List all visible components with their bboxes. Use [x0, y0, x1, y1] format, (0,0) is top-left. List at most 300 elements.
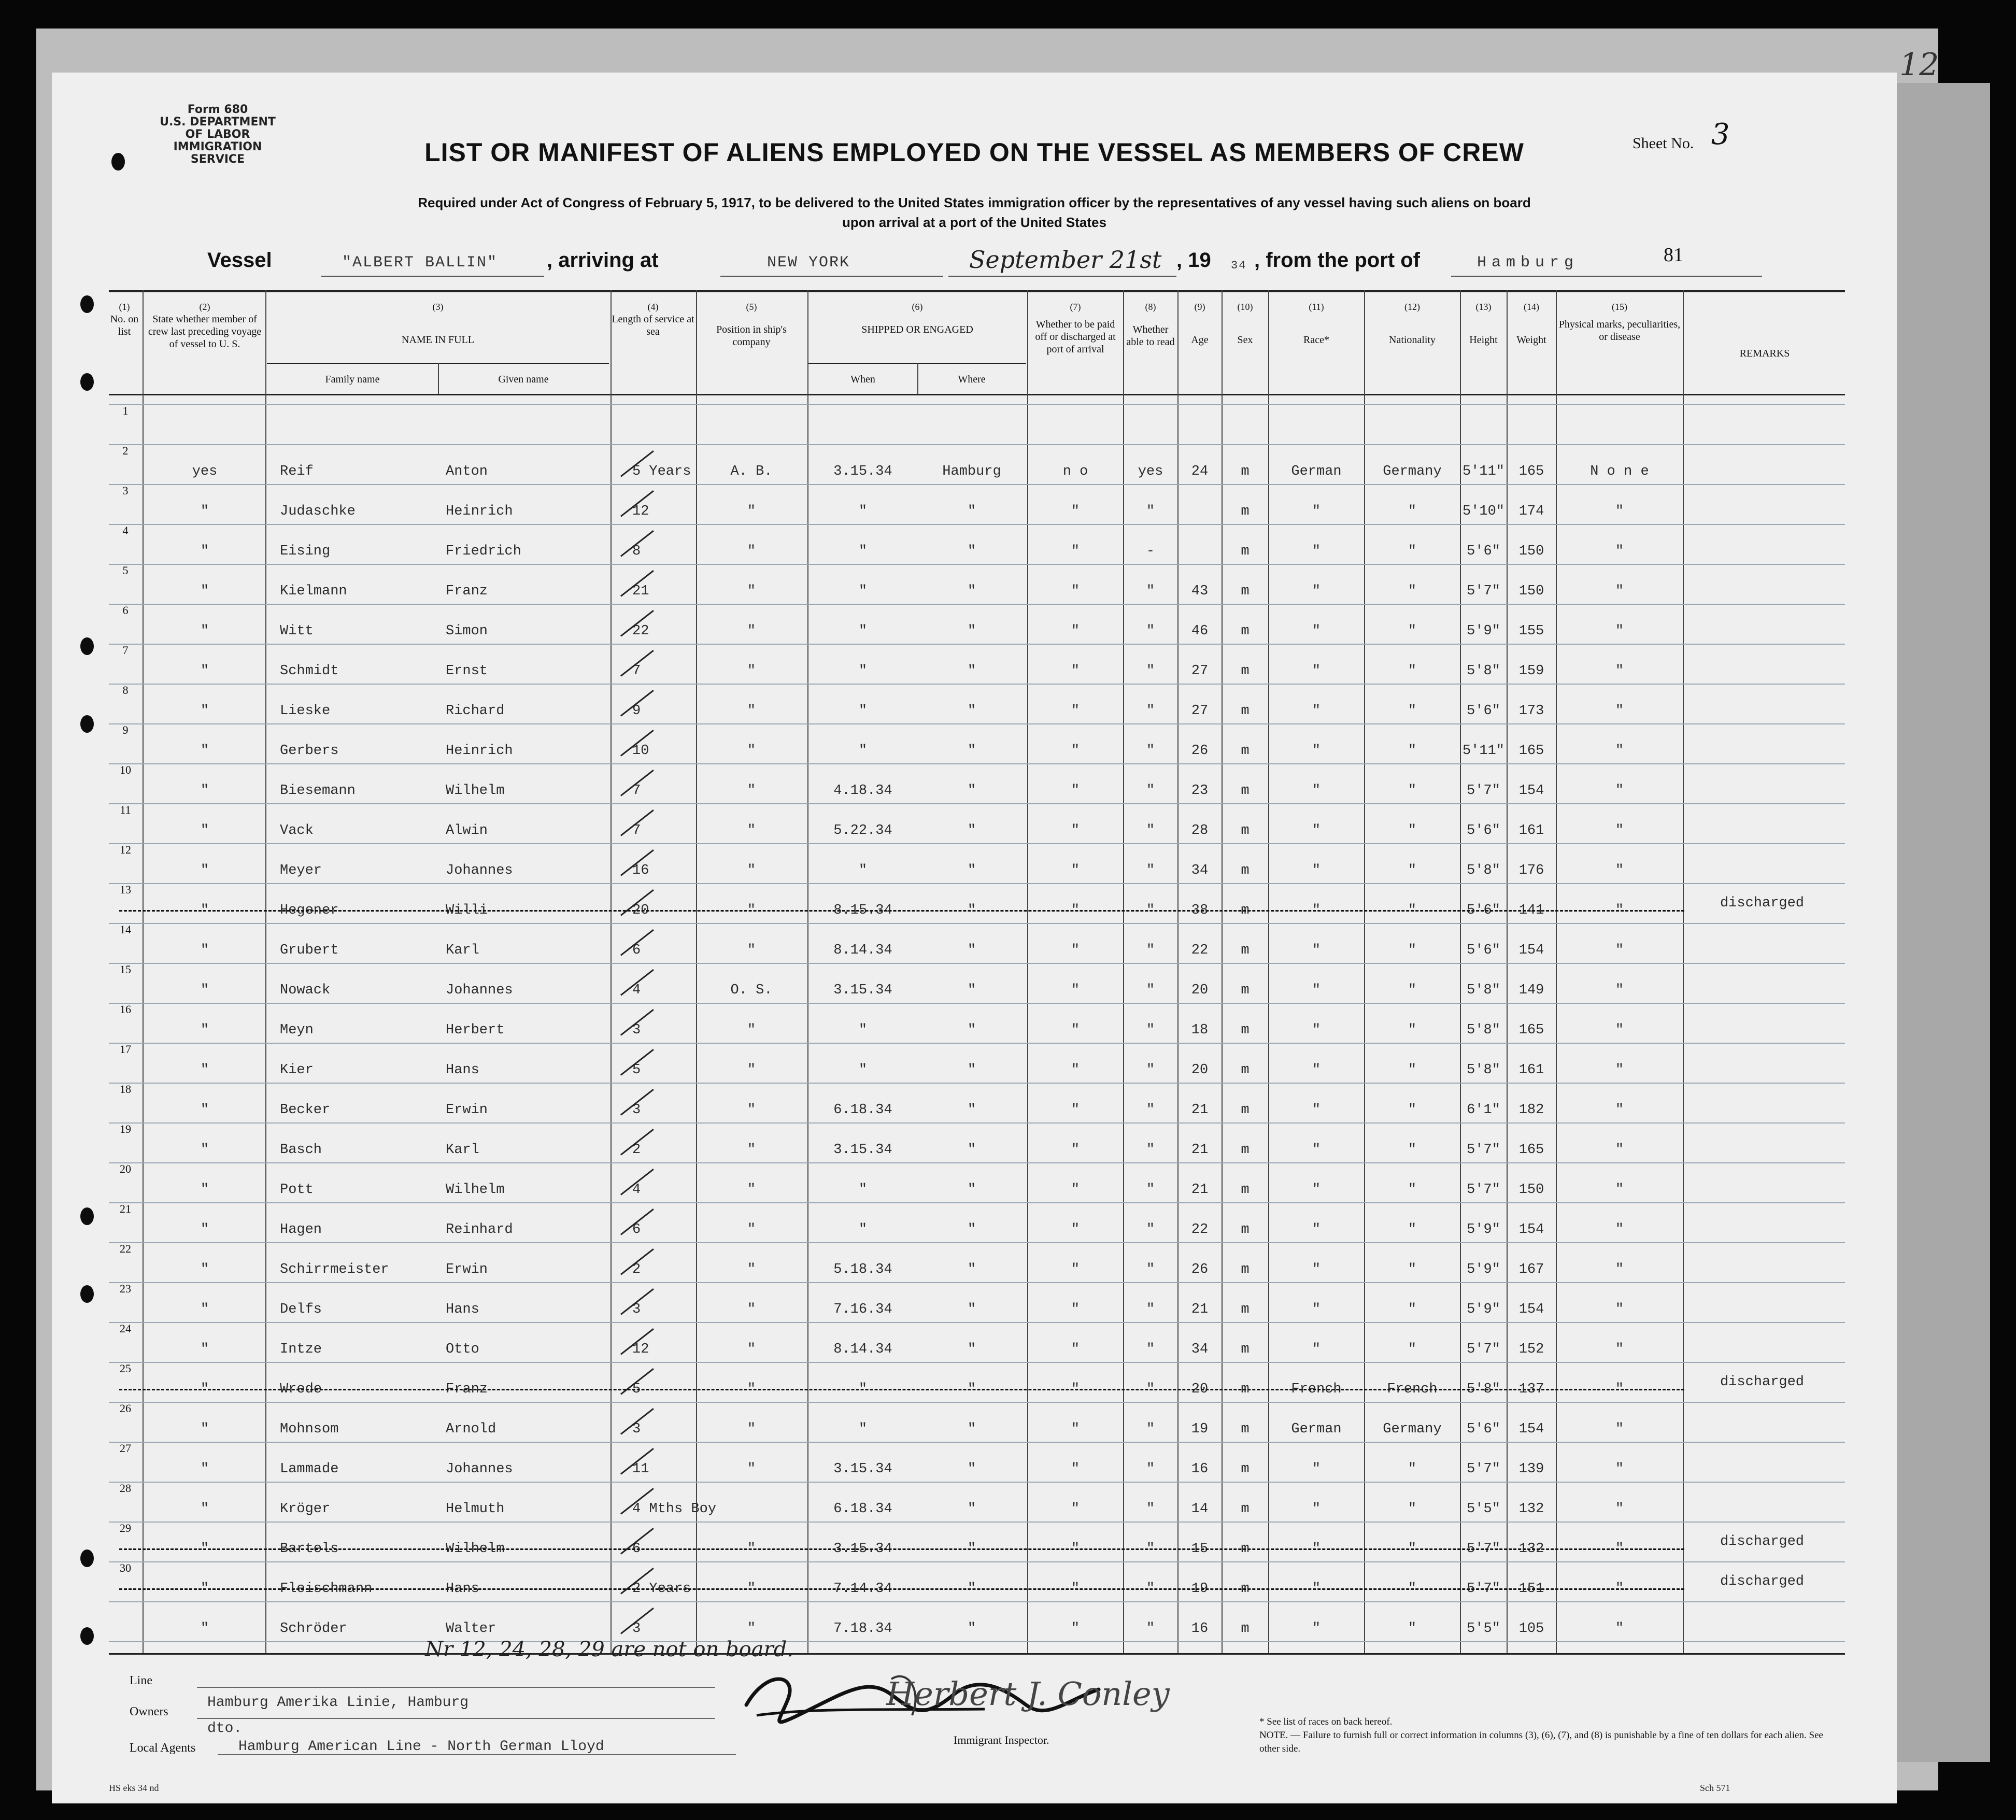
cell-when: 7.14.34: [833, 1581, 892, 1597]
cell-weight: 161: [1518, 823, 1544, 838]
fine-note: NOTE. — Failure to furnish full or correct information in columns (3), (6), (7), and (8) is punishable by a fine of ten dollars for each alien. See other side.: [1259, 1730, 1823, 1754]
header-col-8: [1125, 301, 1176, 348]
cell-remarks: discharged: [1720, 1574, 1805, 1589]
cell-age: 28: [1191, 823, 1209, 838]
cell-weight: 149: [1518, 983, 1544, 998]
cell-prev: ": [200, 1302, 209, 1317]
cell-service: 7: [632, 663, 641, 679]
cell-read: ": [1146, 983, 1155, 998]
cell-nat: ": [1408, 1302, 1417, 1317]
year-suffix: 34: [1231, 259, 1247, 272]
header-col-14-num: (14): [1524, 302, 1539, 312]
cell-read: ": [1146, 584, 1155, 599]
cell-marks: ": [1615, 1342, 1624, 1357]
vessel-line: [207, 246, 1814, 280]
cell-family: Basch: [280, 1142, 322, 1158]
cell-prev: ": [200, 1421, 209, 1437]
row-rule: [109, 843, 1845, 844]
cell-weight: 152: [1518, 1342, 1544, 1357]
cell-remarks: discharged: [1720, 1534, 1805, 1549]
punch-hole: [80, 373, 94, 391]
cell-marks: ": [1615, 823, 1624, 838]
cell-service: 2: [632, 1262, 641, 1277]
cell-marks: ": [1615, 1262, 1624, 1277]
cell-sex: m: [1241, 1022, 1250, 1038]
cell-marks: ": [1615, 1581, 1624, 1597]
cell-sex: m: [1241, 504, 1250, 519]
cell-family: Delfs: [280, 1302, 322, 1317]
cell-age: 21: [1191, 1142, 1209, 1158]
race-note: * See list of races on back hereof.: [1259, 1716, 1393, 1727]
cell-where: ": [967, 1581, 976, 1597]
cell-nat: ": [1408, 783, 1417, 799]
manifest-sheet: [52, 73, 1897, 1803]
cell-given: Herbert: [446, 1022, 505, 1038]
cell-where: ": [967, 1022, 976, 1038]
cell-prev: ": [200, 663, 209, 679]
cell-service: 4: [632, 1182, 641, 1198]
cell-sex: m: [1241, 1302, 1250, 1317]
cell-paid: ": [1071, 623, 1080, 639]
cell-when: ": [858, 863, 868, 878]
column-rule: [265, 290, 266, 1653]
cell-nat: ": [1408, 1621, 1417, 1637]
form-id-line: Form 680: [187, 103, 248, 116]
row-number: 28: [120, 1482, 131, 1495]
cell-service: 21: [632, 584, 649, 599]
cell-position: ": [747, 1142, 756, 1158]
cell-race: French: [1291, 1382, 1342, 1397]
row-rule: [109, 1601, 1845, 1602]
cell-marks: ": [1615, 863, 1624, 878]
cell-nat: ": [1408, 1342, 1417, 1357]
cell-race: ": [1312, 983, 1321, 998]
cell-prev: ": [200, 1342, 209, 1357]
header-col-15-text: Physical marks, peculiarities, or disease: [1558, 319, 1681, 343]
cell-given: Richard: [446, 703, 505, 719]
cell-race: ": [1312, 1222, 1321, 1238]
cell-marks: ": [1615, 983, 1624, 998]
row-rule: [109, 684, 1845, 685]
cell-weight: 150: [1518, 1182, 1544, 1198]
header-col-5: [697, 301, 806, 348]
strike-through: [119, 1588, 1684, 1590]
cell-age: 22: [1191, 1222, 1209, 1238]
cell-sex: m: [1241, 1421, 1250, 1437]
cell-given: Franz: [446, 1382, 488, 1397]
cell-when: ": [858, 1421, 868, 1437]
cell-weight: 105: [1518, 1621, 1544, 1637]
cell-service: 11: [632, 1461, 649, 1477]
cell-where: ": [967, 1102, 976, 1118]
cell-height: 5'8": [1467, 1022, 1500, 1038]
cell-nat: ": [1408, 1262, 1417, 1277]
cell-nat: ": [1408, 703, 1417, 719]
cell-family: Lieske: [280, 703, 331, 719]
cell-race: ": [1312, 783, 1321, 799]
header-col-2-text: State whether member of crew last preceding voyage of vessel to U. S.: [148, 314, 262, 350]
cell-position: ": [747, 1022, 756, 1038]
arriving-label: , arriving at: [547, 249, 659, 272]
cell-nat: ": [1408, 743, 1417, 759]
cell-height: 6'1": [1467, 1102, 1500, 1118]
cell-given: Erwin: [446, 1102, 488, 1118]
cell-prev: ": [200, 783, 209, 799]
cell-race: German: [1291, 1421, 1342, 1437]
cell-service: 3: [632, 1022, 641, 1038]
cell-prev: ": [200, 623, 209, 639]
cell-paid: ": [1071, 783, 1080, 799]
cell-weight: 137: [1518, 1382, 1544, 1397]
header-col-12-num: (12): [1404, 302, 1420, 312]
cell-where: ": [967, 663, 976, 679]
cell-height: 5'5": [1467, 1501, 1500, 1517]
row-rule: [109, 923, 1845, 924]
arrival-port-underline: [720, 276, 943, 277]
cell-height: 5'8": [1467, 863, 1500, 878]
cell-position: ": [747, 823, 756, 838]
cell-sex: m: [1241, 1541, 1250, 1557]
cell-age: 34: [1191, 1342, 1209, 1357]
header-col-8-num: (8): [1145, 302, 1156, 312]
header-col-9-num: (9): [1194, 302, 1205, 312]
cell-height: 5'7": [1467, 584, 1500, 599]
cell-prev: ": [200, 1581, 209, 1597]
cell-read: ": [1146, 1302, 1155, 1317]
cell-given: Wilhelm: [446, 1182, 505, 1198]
punch-hole: [80, 295, 94, 313]
cell-race: ": [1312, 544, 1321, 559]
sheet-count: 81: [1664, 244, 1683, 266]
cell-family: Nowack: [280, 983, 331, 998]
cell-where: ": [967, 903, 976, 918]
cell-marks: ": [1615, 1501, 1624, 1517]
cell-race: ": [1312, 1581, 1321, 1597]
line-label: Line: [130, 1674, 152, 1687]
cell-when: ": [858, 1382, 868, 1397]
cell-given: Friedrich: [446, 544, 521, 559]
cell-marks: ": [1615, 1421, 1624, 1437]
cell-given: Walter: [446, 1621, 496, 1637]
cell-service: 22: [632, 623, 649, 639]
cell-when: ": [858, 1182, 868, 1198]
row-rule: [109, 564, 1845, 565]
cell-position: ": [747, 1382, 756, 1397]
cell-nat: ": [1408, 1581, 1417, 1597]
cell-marks: ": [1615, 1182, 1624, 1198]
cell-paid: n o: [1062, 464, 1088, 479]
subtitle-line-1: Required under Act of Congress of February 5, 1917, to be delivered to the United States immigration officer by the representatives of any vessel having such aliens on board: [418, 195, 1531, 210]
row-number: 6: [122, 604, 129, 617]
cell-height: 5'8": [1467, 663, 1500, 679]
cell-race: ": [1312, 584, 1321, 599]
cell-height: 5'6": [1467, 703, 1500, 719]
cell-read: ": [1146, 1062, 1155, 1078]
cell-family: Meyn: [280, 1022, 314, 1038]
form-id-line: IMMIGRATION SERVICE: [173, 140, 262, 166]
header-col-4: [612, 301, 694, 338]
cell-marks: ": [1615, 1222, 1624, 1238]
header-col-11-text: Race*: [1303, 334, 1329, 346]
cell-age: 14: [1191, 1501, 1209, 1517]
cell-sex: m: [1241, 663, 1250, 679]
cell-service: 5: [632, 1382, 641, 1397]
header-col-9-text: Age: [1191, 334, 1209, 346]
header-col-2: [145, 301, 264, 350]
cell-family: Hagen: [280, 1222, 322, 1238]
cell-height: 5'5": [1467, 1621, 1500, 1637]
cell-marks: ": [1615, 943, 1624, 958]
cell-race: ": [1312, 663, 1321, 679]
header-col-5-text: Position in ship's company: [716, 324, 787, 348]
header-col-5-num: (5): [746, 302, 757, 312]
handwritten-note: Nr 12, 24, 28, 29 are not on board.: [425, 1638, 793, 1661]
cell-marks: ": [1615, 504, 1624, 519]
cell-age: 26: [1191, 1262, 1209, 1277]
cell-height: 5'7": [1467, 1541, 1500, 1557]
cell-weight: 155: [1518, 623, 1544, 639]
row-number: 25: [120, 1362, 131, 1375]
cell-given: Willi: [446, 903, 488, 918]
cell-where: ": [967, 623, 976, 639]
punch-hole: [111, 153, 125, 170]
header-col-4-num: (4): [647, 302, 659, 312]
header-col-13-num: (13): [1475, 302, 1492, 312]
cell-sex: m: [1241, 823, 1250, 838]
cell-read: ": [1146, 1541, 1155, 1557]
row-number: 12: [120, 843, 131, 856]
cell-sex: m: [1241, 743, 1250, 759]
cell-height: 5'8": [1467, 1062, 1500, 1078]
cell-family: Meyer: [280, 863, 322, 878]
header-col-12: [1366, 301, 1459, 346]
header-col-7-text: Whether to be paid off or discharged at port of arrival: [1035, 319, 1116, 355]
cell-when: 8.14.34: [833, 943, 892, 958]
cell-when: ": [858, 623, 868, 639]
cell-read: ": [1146, 783, 1155, 799]
cell-given: Simon: [446, 623, 488, 639]
cell-service: 6: [632, 943, 641, 958]
cell-weight: 176: [1518, 863, 1544, 878]
cell-where: ": [967, 1182, 976, 1198]
cell-marks: ": [1615, 663, 1624, 679]
vessel-label: Vessel: [207, 249, 272, 272]
row-number: 7: [122, 644, 129, 657]
cell-read: ": [1146, 504, 1155, 519]
cell-height: 5'7": [1467, 1342, 1500, 1357]
cell-height: 5'6": [1467, 903, 1500, 918]
cell-family: Judaschke: [280, 504, 356, 519]
cell-race: ": [1312, 903, 1321, 918]
cell-weight: 165: [1518, 1022, 1544, 1038]
cell-prev: ": [200, 743, 209, 759]
cell-when: 6.18.34: [833, 1102, 892, 1118]
cell-paid: ": [1071, 663, 1080, 679]
cell-service: 12: [632, 504, 649, 519]
cell-nat: ": [1408, 584, 1417, 599]
cell-given: Karl: [446, 943, 479, 958]
header-where: Where: [958, 374, 986, 385]
row-number: 26: [120, 1402, 131, 1415]
row-number: 19: [120, 1122, 131, 1135]
cell-race: ": [1312, 743, 1321, 759]
header-col-10-text: Sex: [1237, 334, 1253, 346]
cell-family: Kielmann: [280, 584, 347, 599]
row-number: 20: [120, 1162, 131, 1175]
cell-marks: N o n e: [1590, 464, 1649, 479]
cell-sex: m: [1241, 783, 1250, 799]
cell-when: 5.18.34: [833, 1262, 892, 1277]
cell-prev: ": [200, 1142, 209, 1158]
cell-read: ": [1146, 663, 1155, 679]
cell-height: 5'10": [1462, 504, 1504, 519]
cell-when: 3.15.34: [833, 983, 892, 998]
cell-weight: 154: [1518, 783, 1544, 799]
cell-where: ": [967, 1142, 976, 1158]
cell-position: ": [747, 1102, 756, 1118]
cell-position: ": [747, 544, 756, 559]
cell-race: ": [1312, 1501, 1321, 1517]
header-col-8-text: Whether able to read: [1126, 324, 1175, 348]
arrival-port: NEW YORK: [767, 254, 850, 272]
cell-prev: ": [200, 1222, 209, 1238]
cell-position: ": [747, 1541, 756, 1557]
cell-age: 16: [1191, 1461, 1209, 1477]
cell-sex: m: [1241, 1102, 1250, 1118]
cell-nat: ": [1408, 1022, 1417, 1038]
cell-race: ": [1312, 1541, 1321, 1557]
cell-prev: ": [200, 504, 209, 519]
cell-paid: ": [1071, 1022, 1080, 1038]
cell-remarks: discharged: [1720, 1374, 1805, 1390]
cell-position: ": [747, 1302, 756, 1317]
row-number: 8: [122, 684, 129, 696]
year-prefix: , 19: [1176, 249, 1211, 272]
cell-weight: 151: [1518, 1581, 1544, 1597]
row-rule: [109, 963, 1845, 964]
row-rule: [109, 1322, 1845, 1323]
row-number: 1: [122, 404, 129, 417]
cell-service: 8: [632, 544, 641, 559]
cell-service: 4: [632, 983, 641, 998]
cell-prev: ": [200, 983, 209, 998]
row-rule: [109, 644, 1845, 645]
punch-hole: [80, 1285, 94, 1303]
column-rule: [1460, 290, 1461, 1653]
cell-paid: ": [1071, 1541, 1080, 1557]
cell-where: ": [967, 1262, 976, 1277]
cell-service: 2 Years: [632, 1581, 691, 1597]
cell-age: 27: [1191, 703, 1209, 719]
cell-service: 4 Mths Boy: [632, 1501, 717, 1517]
cell-given: Hans: [446, 1581, 479, 1597]
row-rule: [109, 763, 1845, 764]
row-number: 18: [120, 1083, 131, 1096]
departure-port-underline: [1451, 276, 1762, 277]
cell-height: 5'9": [1467, 623, 1500, 639]
cell-paid: ": [1071, 1382, 1080, 1397]
cell-age: 20: [1191, 983, 1209, 998]
cell-weight: 132: [1518, 1501, 1544, 1517]
row-rule: [109, 723, 1845, 724]
cell-nat: ": [1408, 1461, 1417, 1477]
cell-given: Reinhard: [446, 1222, 513, 1238]
row-number: 15: [120, 963, 131, 976]
cell-nat: ": [1408, 544, 1417, 559]
row-number: 22: [120, 1242, 131, 1255]
cell-family: Becker: [280, 1102, 331, 1118]
cell-race: ": [1312, 1022, 1321, 1038]
cell-height: 5'7": [1467, 1142, 1500, 1158]
cell-position: ": [747, 903, 756, 918]
cell-given: Johannes: [446, 983, 513, 998]
cell-nat: ": [1408, 1062, 1417, 1078]
cell-paid: ": [1071, 1302, 1080, 1317]
header-col-10: [1223, 301, 1267, 346]
agents-label: Local Agents: [130, 1741, 196, 1755]
departure-port: Hamburg: [1477, 254, 1579, 272]
cell-family: Bartels: [280, 1541, 339, 1557]
cell-where: ": [967, 544, 976, 559]
column-rule: [1364, 290, 1365, 1653]
header-col-10-num: (10): [1237, 302, 1253, 312]
punch-hole: [80, 1207, 94, 1225]
header-col-13: [1461, 301, 1506, 346]
cell-given: Otto: [446, 1342, 479, 1357]
strike-through: [119, 1389, 1684, 1390]
cell-family: Wrede: [280, 1382, 322, 1397]
cell-read: ": [1146, 1421, 1155, 1437]
cell-position: ": [747, 743, 756, 759]
column-rule: [1027, 290, 1028, 1653]
cell-paid: ": [1071, 1581, 1080, 1597]
cell-family: Reif: [280, 464, 314, 479]
cell-sex: m: [1241, 903, 1250, 918]
cell-read: ": [1146, 943, 1155, 958]
owners-label: Owners: [130, 1705, 168, 1718]
header-col-14: [1508, 301, 1555, 346]
cell-position: A. B.: [730, 464, 773, 479]
cell-read: ": [1146, 903, 1155, 918]
cell-given: Hans: [446, 1302, 479, 1317]
agents-value: Hamburg American Line - North German Lloyd: [238, 1739, 604, 1755]
cell-service: 10: [632, 743, 649, 759]
cell-read: ": [1146, 1142, 1155, 1158]
cell-family: Hegener: [280, 903, 339, 918]
cell-race: ": [1312, 703, 1321, 719]
punch-hole: [80, 637, 94, 655]
column-rule: [1683, 290, 1684, 1653]
cell-position: ": [747, 623, 756, 639]
line-value: Hamburg Amerika Linie, Hamburg: [207, 1695, 469, 1711]
cell-family: Schmidt: [280, 663, 339, 679]
header-col-6-text: SHIPPED OR ENGAGED: [861, 324, 973, 335]
cell-given: Johannes: [446, 1461, 513, 1477]
cell-age: 15: [1191, 1541, 1209, 1557]
punch-hole: [80, 1549, 94, 1567]
row-rule: [109, 404, 1845, 405]
signature-text: Herbert J. Conley: [886, 1675, 1170, 1713]
cell-age: 16: [1191, 1621, 1209, 1637]
row-rule: [109, 604, 1845, 605]
cell-sex: m: [1241, 1222, 1250, 1238]
cell-nat: ": [1408, 903, 1417, 918]
cell-where: ": [967, 943, 976, 958]
header-given-name: Given name: [498, 374, 549, 385]
cell-family: Biesemann: [280, 783, 356, 799]
cell-paid: ": [1071, 1342, 1080, 1357]
cell-marks: ": [1615, 743, 1624, 759]
